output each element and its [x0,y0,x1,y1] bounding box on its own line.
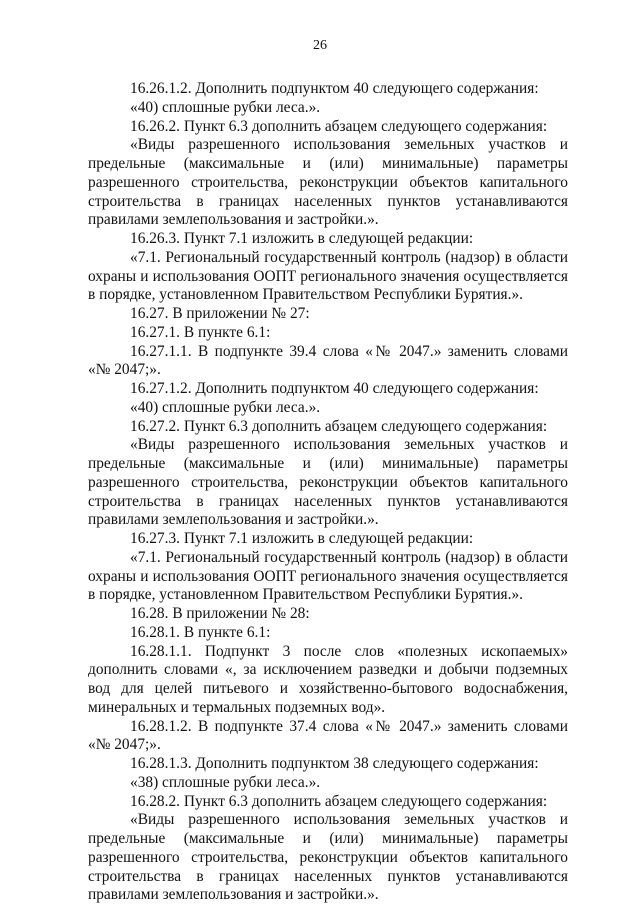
paragraph-16-27-3: 16.27.3. Пункт 7.1 изложить в следующей редакции: [130,530,474,547]
paragraph-16-26-3: 16.26.3. Пункт 7.1 изложить в следующей редакции: [130,230,474,247]
paragraph-subitem-38: «38) сплошные рубки леса.». [130,773,321,791]
paragraph-16-28: 16.28. В приложении № 28: [130,605,310,622]
paragraph-subitem-40: «40) сплошные рубки леса.». [130,398,321,416]
paragraph-16-28-1-1: 16.28.1.1. Подпункт 3 после слов «полезных ископаемых» дополнить словами «, за исключением разведки и добычи подземных вод для целей питьевого и хозяйственно-бытового водоснабжения, минеральных и термальных подземных вод». [88,642,568,716]
paragraph-control-text: «7.1. Региональный государственный контроль (надзор) в области охраны и использования ООПТ регионального значения осуществляется в порядке, установленном Правительством Республики Бурятия.». [88,248,568,304]
paragraph-16-28-1-3: 16.28.1.3. Дополнить подпунктом 38 следующего содержания: [130,755,539,772]
paragraph-16-27-2: 16.27.2. Пункт 6.3 дополнить абзацем следующего содержания: [130,417,548,435]
paragraph-16-27: 16.27. В приложении № 27: [130,305,310,322]
paragraph-land-use-text: «Виды разрешенного использования земельных участков и предельные (максимальные и (или) минимальные) параметры разрешенного строительства, реконструкции объектов капитального строительства в границах населенных пунктов устанавливаются правилами землепользования и застройки.». [88,436,568,529]
paragraph-16-26-2: 16.26.2. Пункт 6.3 дополнить абзацем следующего содержания: [130,117,548,135]
paragraph-control-text: «7.1. Региональный государственный контроль (надзор) в области охраны и использования ООПТ регионального значения осуществляется в порядке, установленном Правительством Республики Бурятия.». [88,548,568,604]
paragraph-16-28-2: 16.28.2. Пункт 6.3 дополнить абзацем следующего содержания: [130,792,548,810]
paragraph-16-27-1-1: 16.27.1.1. В подпункте 39.4 слова «№ 2047.» заменить словами «№ 2047;». [88,342,568,379]
page-number: 26 [313,38,327,53]
paragraph-16-26-1-2: 16.26.1.2. Дополнить подпунктом 40 следующего содержания: [130,80,539,97]
paragraph-land-use-text: «Виды разрешенного использования земельных участков и предельные (максимальные и (или) минимальные) параметры разрешенного строительства, реконструкции объектов капитального строительства в границах населенных пунктов устанавливаются правилами землепользования и застройки.». [88,136,568,229]
paragraph-16-27-1-2: 16.27.1.2. Дополнить подпунктом 40 следующего содержания: [130,380,539,397]
paragraph-16-27-1: 16.27.1. В пункте 6.1: [130,323,271,341]
document-body [88,80,568,905]
paragraph-subitem-40: «40) сплошные рубки леса.». [130,98,321,116]
paragraph-16-28-1-2: 16.28.1.2. В подпункте 37.4 слова «№ 2047.» заменить словами «№ 2047;». [88,717,568,754]
paragraph-land-use-text: «Виды разрешенного использования земельных участков и предельные (максимальные и (или) минимальные) параметры разрешенного строительства, реконструкции объектов капитального строительства в границах населенных пунктов устанавливаются правилами землепользования и застройки.». [88,811,568,904]
paragraph-16-28-1: 16.28.1. В пункте 6.1: [130,623,271,641]
